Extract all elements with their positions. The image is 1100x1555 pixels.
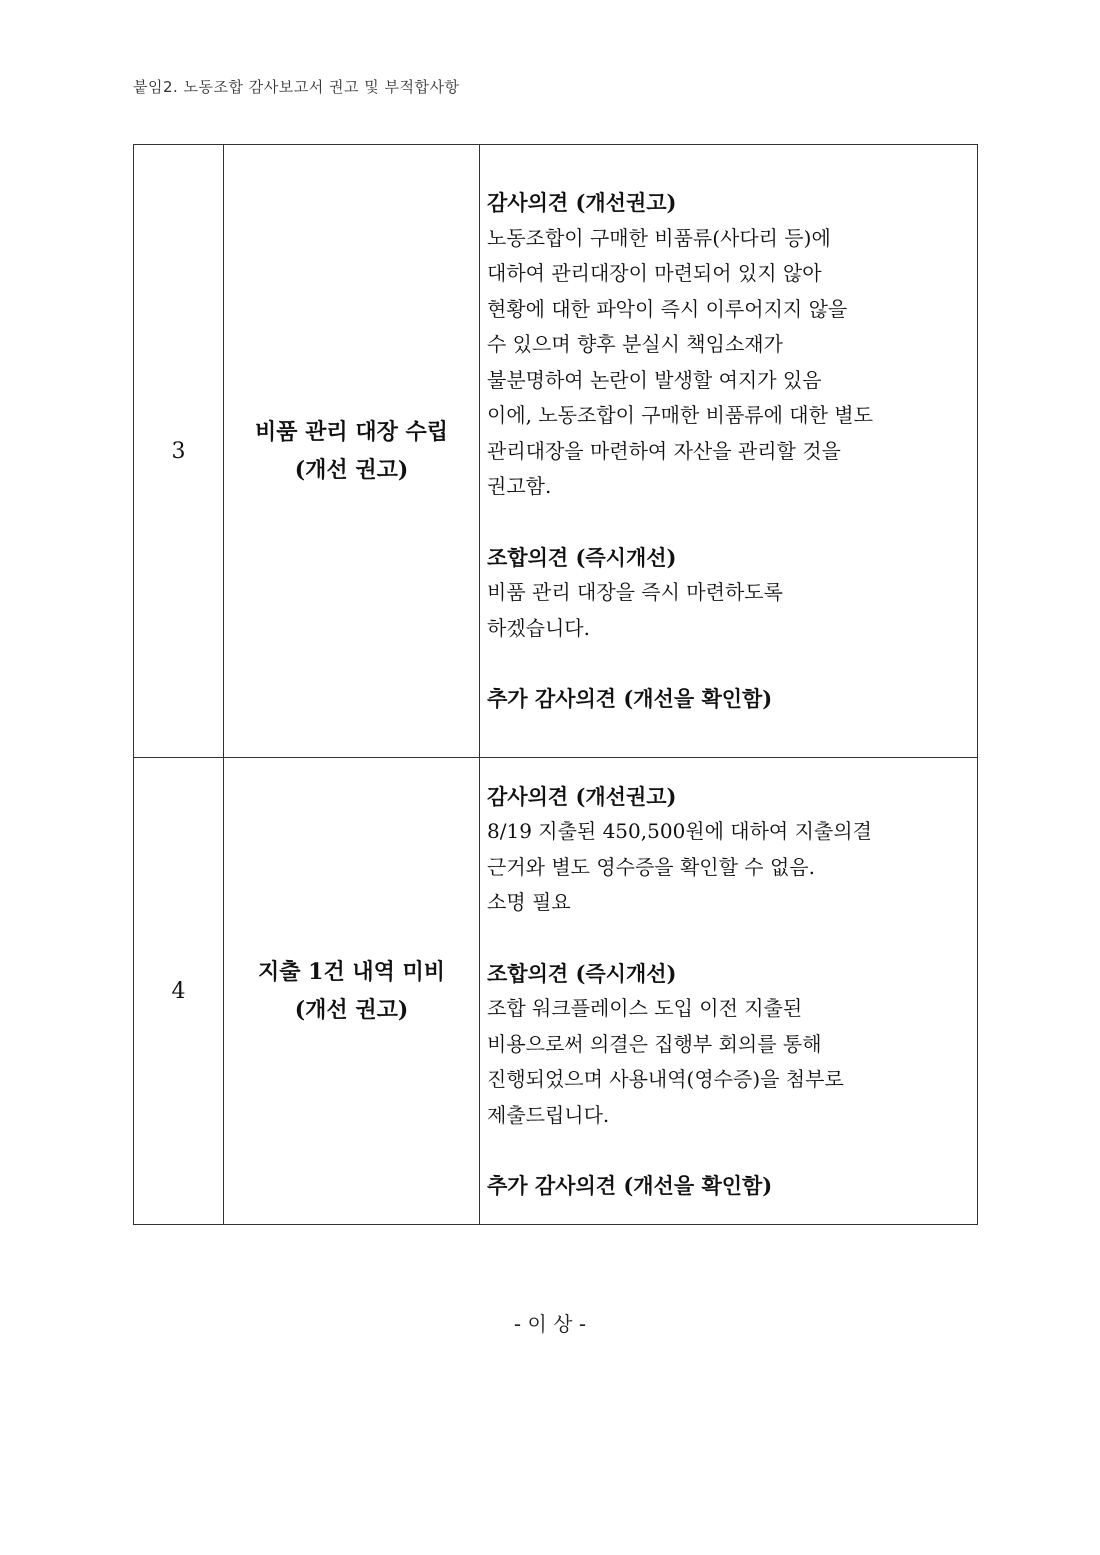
table-row [134, 145, 978, 758]
text-line: 조합 워크플레이스 도입 이전 지출된 [487, 996, 803, 1020]
closing-mark: - 이 상 - [513, 1312, 587, 1336]
text-line: 노동조합이 구매한 비품류(사다리 등)에 [487, 225, 831, 250]
text-line: 현황에 대한 파악이 즉시 이루어지지 않을 [487, 296, 848, 321]
section-title: 조합의견 (즉시개선) [487, 960, 677, 986]
item-title [224, 145, 480, 758]
section-title: 감사의견 (개선권고) [487, 783, 677, 809]
text-line: 하겠습니다. [487, 615, 590, 640]
union-opinion-section [487, 956, 973, 1134]
text-line: 권고함. [487, 474, 552, 499]
item-title [224, 758, 480, 1225]
table-row [134, 758, 978, 1225]
opinion-cell [480, 145, 978, 758]
opinion-cell [480, 758, 978, 1225]
item-title-line: 비품 관리 대장 수립 [255, 419, 448, 445]
audit-findings-table [133, 144, 978, 1225]
text-line: 관리대장을 마련하여 자산을 관리할 것을 [487, 438, 841, 463]
text-line: 진행되었으며 사용내역(영수증)을 첨부로 [487, 1067, 844, 1091]
item-title-line: 지출 1건 내역 미비 [257, 959, 446, 985]
section-title: 추가 감사의견 (개선을 확인함) [487, 686, 773, 712]
row-number: 3 [134, 145, 224, 758]
text-line: 수 있으며 향후 분실시 책임소재가 [487, 332, 783, 357]
text-line: 불분명하여 논란이 발생할 여지가 있음 [487, 367, 822, 392]
section-title: 추가 감사의견 (개선을 확인함) [487, 1173, 773, 1198]
audit-opinion-section [487, 185, 973, 505]
section-title: 감사의견 (개선권고) [487, 190, 677, 216]
text-line: 비용으로써 의결은 집행부 회의를 통해 [487, 1031, 822, 1056]
text-line: 소명 필요 [487, 890, 571, 914]
page-header: 붙임2. 노동조합 감사보고서 권고 및 부적합사항 [133, 78, 460, 96]
row-number: 4 [134, 758, 224, 1225]
audit-opinion-section [487, 779, 973, 921]
additional-audit-opinion-section [487, 1168, 973, 1204]
text-line: 대하여 관리대장이 마련되어 있지 않아 [487, 261, 822, 286]
text-line: 제출드립니다. [487, 1102, 610, 1127]
text-line: 8/19 지출된 450,500원에 대하여 지출의결 [487, 819, 872, 843]
additional-audit-opinion-section [487, 681, 973, 717]
text-line: 비품 관리 대장을 즉시 마련하도록 [487, 580, 783, 605]
section-title: 조합의견 (즉시개선) [487, 544, 677, 570]
item-status-line: (개선 권고) [294, 997, 409, 1023]
item-status-line: (개선 권고) [294, 457, 409, 483]
text-line: 이에, 노동조합이 구매한 비품류에 대한 별도 [487, 403, 873, 428]
text-line: 근거와 별도 영수증을 확인할 수 없음. [487, 854, 815, 879]
union-opinion-section [487, 540, 973, 647]
